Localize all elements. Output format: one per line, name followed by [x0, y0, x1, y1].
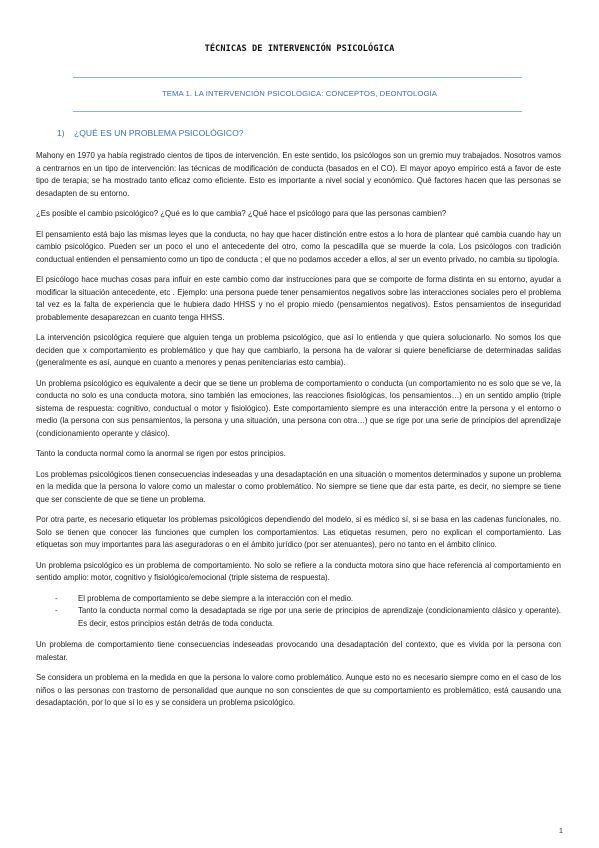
tema-heading: TEMA 1. LA INTERVENCIÓN PSICOLÓGICA: CONCEPTOS, DEONTOLOGÍA [161, 89, 438, 98]
list-item-text: El problema de comportamiento se debe siempre a la interacción con el medio. [78, 593, 354, 603]
section-number: 1) [57, 128, 65, 138]
list-item [36, 605, 561, 630]
paragraph: ¿Es posible el cambio psicológico? ¿Qué es lo que cambia? ¿Qué hace el psicólogo para que las personas cambien? [36, 209, 447, 218]
paragraph: Un problema de comportamiento tiene consecuencias indeseadas provocando una desadaptación del contexto, que es vivida por la persona con malestar. [36, 640, 561, 662]
paragraph: El psicólogo hace muchas cosas para influir en este cambio como dar instrucciones para que se comporte de forma distinta en su entorno, ayudar a modificar la situación antecedente, etc . Ejemplo: una persona puede tener pensamientos negativos sobre las interacciones sociales pero el problema tal vez es la falta de experiencia que le hubiera dado HHSS y no el propio miedo (pensamientos negativos). Estos pensamientos de inseguridad probablemente desaparezcan en cuanto tenga HHSS. [36, 275, 561, 322]
body-text [36, 150, 561, 718]
section-heading [57, 128, 244, 138]
paragraph: La intervención psicológica requiere que alguien tenga un problema psicológico, que así lo entienda y que quiera solucionarlo. No somos los que deciden que x comportamiento es problemático y que hay que cambiarlo, la persona ha de valorar si quiere beneficiarse de determinadas salidas (generalmente es así, aunque en cuanto a menores y penas penitenciarias esto cambia). [36, 333, 561, 367]
bottom-divider [73, 111, 522, 112]
bullet-marker: - [55, 606, 58, 615]
paragraph: Un problema psicológico es equivalente a decir que se tiene un problema de comportamiento o conducta (un comportamiento no es solo que se ve, la conducta no solo es una conducta motora, sino también las emociones, las reacciones fisiológicas, los pensamientos…) en un sentido amplio (triple sistema de respuesta: cognitivo, conductual o motor y fisiológico). Este comportamiento siempre es una interacción entre la persona y el entorno o medio (la persona con sus pensamientos, la persona y una situación, una persona con otra…) que se rige por una serie de principios del aprendizaje (condicionamiento operante y clásico). [36, 378, 561, 438]
paragraph: Tanto la conducta normal como la anormal se rigen por estos principios. [36, 449, 286, 458]
page-number: 1 [558, 826, 563, 835]
paragraph: Un problema psicológico es un problema de comportamiento. No solo se refiere a la conducta motora sino que hace referencia al comportamiento en sentido amplio: motor, cognitivo y fisiológico/emocional (triple sistema de respuesta). [36, 560, 561, 582]
paragraph: Se considera un problema en la medida en que la persona lo valore como problemático. Aunque esto no es necesario siempre como en el caso de los niños o las personas con trastorno de personalidad que aunque no son conscientes de que su comportamiento es problemático, está causando una desadaptación, por lo que sí lo es y se considera un problema psicológico. [36, 673, 561, 707]
top-divider [73, 77, 522, 78]
paragraph: Los problemas psicológicos tienen consecuencias indeseadas y una desadaptación en una situación o momentos determinados y supone un problema en la medida que la persona lo valore como un malestar o como problemático. No siempre se tiene que dar esta parte, es decir, no siempre se tiene que ser consciente de que se tiene un problema. [36, 469, 561, 504]
list-item [36, 593, 561, 606]
document-title: TÉCNICAS DE INTERVENCIÓN PSICOLÓGICA [204, 44, 395, 54]
paragraph: Mahony en 1970 ya había registrado cientos de tipos de intervención. En este sentido, los psicólogos son un gremio muy trabajados. Nosotros vamos a centrarnos en un tipo de intervención: las técnicas de modificación de conducta (basados en el CO). El mayor apoyo empírico está a favor de este tipo de terapia; se ha mostrado tanto eficaz como eficiente. Esto es importante a nivel social y económico. Qué factores hacen que las personas se desadapten de su entorno. [36, 151, 561, 198]
bullet-marker: - [55, 593, 58, 603]
list-item-text: Tanto la conducta normal como la desadaptada se rige por una serie de principios de aprendizaje (condicionamiento clásico y operante). Es decir, estos principios están detrás de toda conducta. [78, 606, 561, 628]
paragraph: Por otra parte, es necesario etiquetar los problemas psicológicos dependiendo del modelo, si es médico sí, si se basa en las cadenas funcionales, no. Solo se tienen que conocer las funciones que cumplen los comportamientos. Las etiquetas resumen, pero no explican el comportamiento. Las etiquetas son muy importantes para las aseguradoras o en el ámbito jurídico (por ser atenuantes), pero no tanto en el ámbito clínico. [36, 515, 561, 549]
paragraph: El pensamiento está bajo las mismas leyes que la conducta, no hay que hacer distinción entre estos a lo hora de plantear qué cambia cuando hay un cambio psicológico. Pueden ser un poco el uno el antecedente del otro, como la pescadilla que se muerde la cola. Los psicólogos con tradición conductual entienden el pensamiento como un tipo de conducta ; el que no podamos acceder a ellos, al ser un evento privado, no cambia su tipología. [36, 229, 561, 264]
section-title: ¿QUÉ ES UN PROBLEMA PSICOLÓGICO? [74, 128, 244, 138]
bullet-list [36, 593, 561, 631]
